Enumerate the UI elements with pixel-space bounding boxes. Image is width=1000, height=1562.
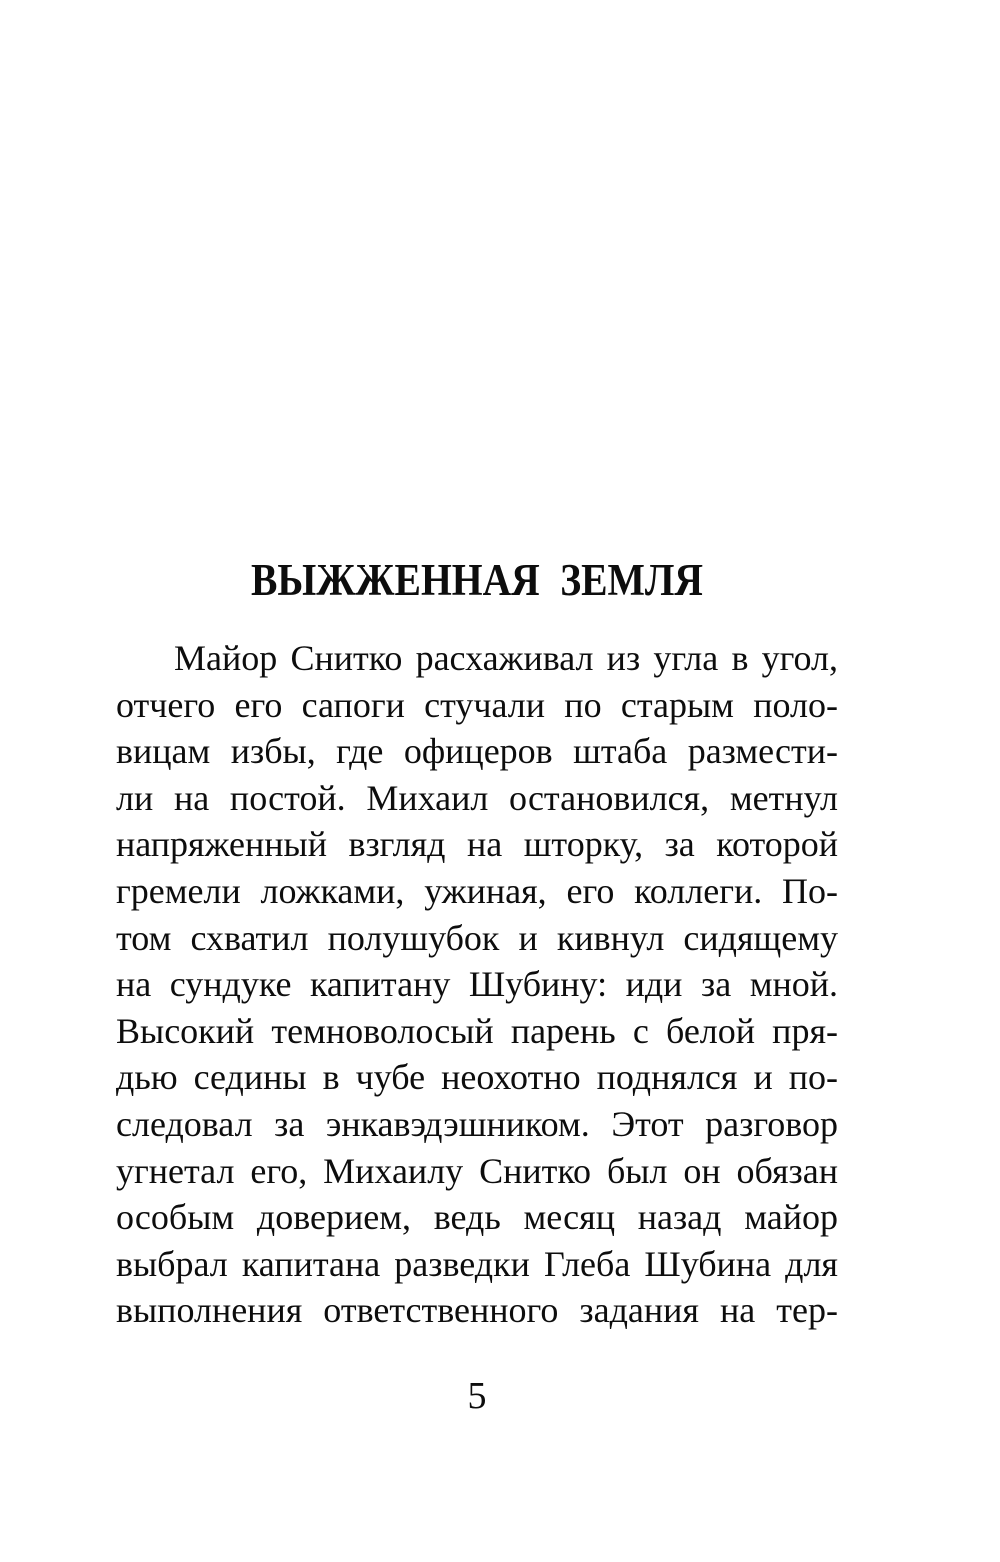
text-line: Майор Снитко расхаживал из угла в угол, xyxy=(174,638,838,678)
text-line: отчего его сапоги стучали по старым поло- xyxy=(116,684,838,725)
text-line: угнетал его, Михаилу Снитко был он обязан xyxy=(116,1150,838,1191)
chapter-title: ВЫЖЖЕННАЯ ЗЕМЛЯ xyxy=(250,555,704,605)
text-line: ли на постой. Михаил остановился, метнул xyxy=(116,777,838,818)
text-line: особым доверием, ведь месяц назад майор xyxy=(116,1197,838,1238)
text-line: том схватил полушубок и кивнул сидящему xyxy=(116,917,838,958)
text-line: Высокий темноволосый парень с белой пря- xyxy=(116,1010,838,1051)
text-line: вицам избы, где офицеров штаба размести- xyxy=(116,731,838,772)
text-line: выполнения ответственного задания на тер- xyxy=(116,1290,838,1331)
text-line: на сундуке капитану Шубину: иди за мной. xyxy=(116,964,838,1005)
text-line: дью седины в чубе неохотно поднялся и по- xyxy=(116,1057,838,1098)
text-line: напряженный взгляд на шторку, за которой xyxy=(116,824,838,865)
text-line: гремели ложками, ужиная, его коллеги. По- xyxy=(116,870,838,911)
page-number: 5 xyxy=(467,1375,487,1417)
text-line: следовал за энкавэдэшником. Этот разговор xyxy=(116,1103,838,1144)
text-line: выбрал капитана разведки Глеба Шубина для xyxy=(116,1243,838,1284)
body-text-block xyxy=(116,635,838,1334)
